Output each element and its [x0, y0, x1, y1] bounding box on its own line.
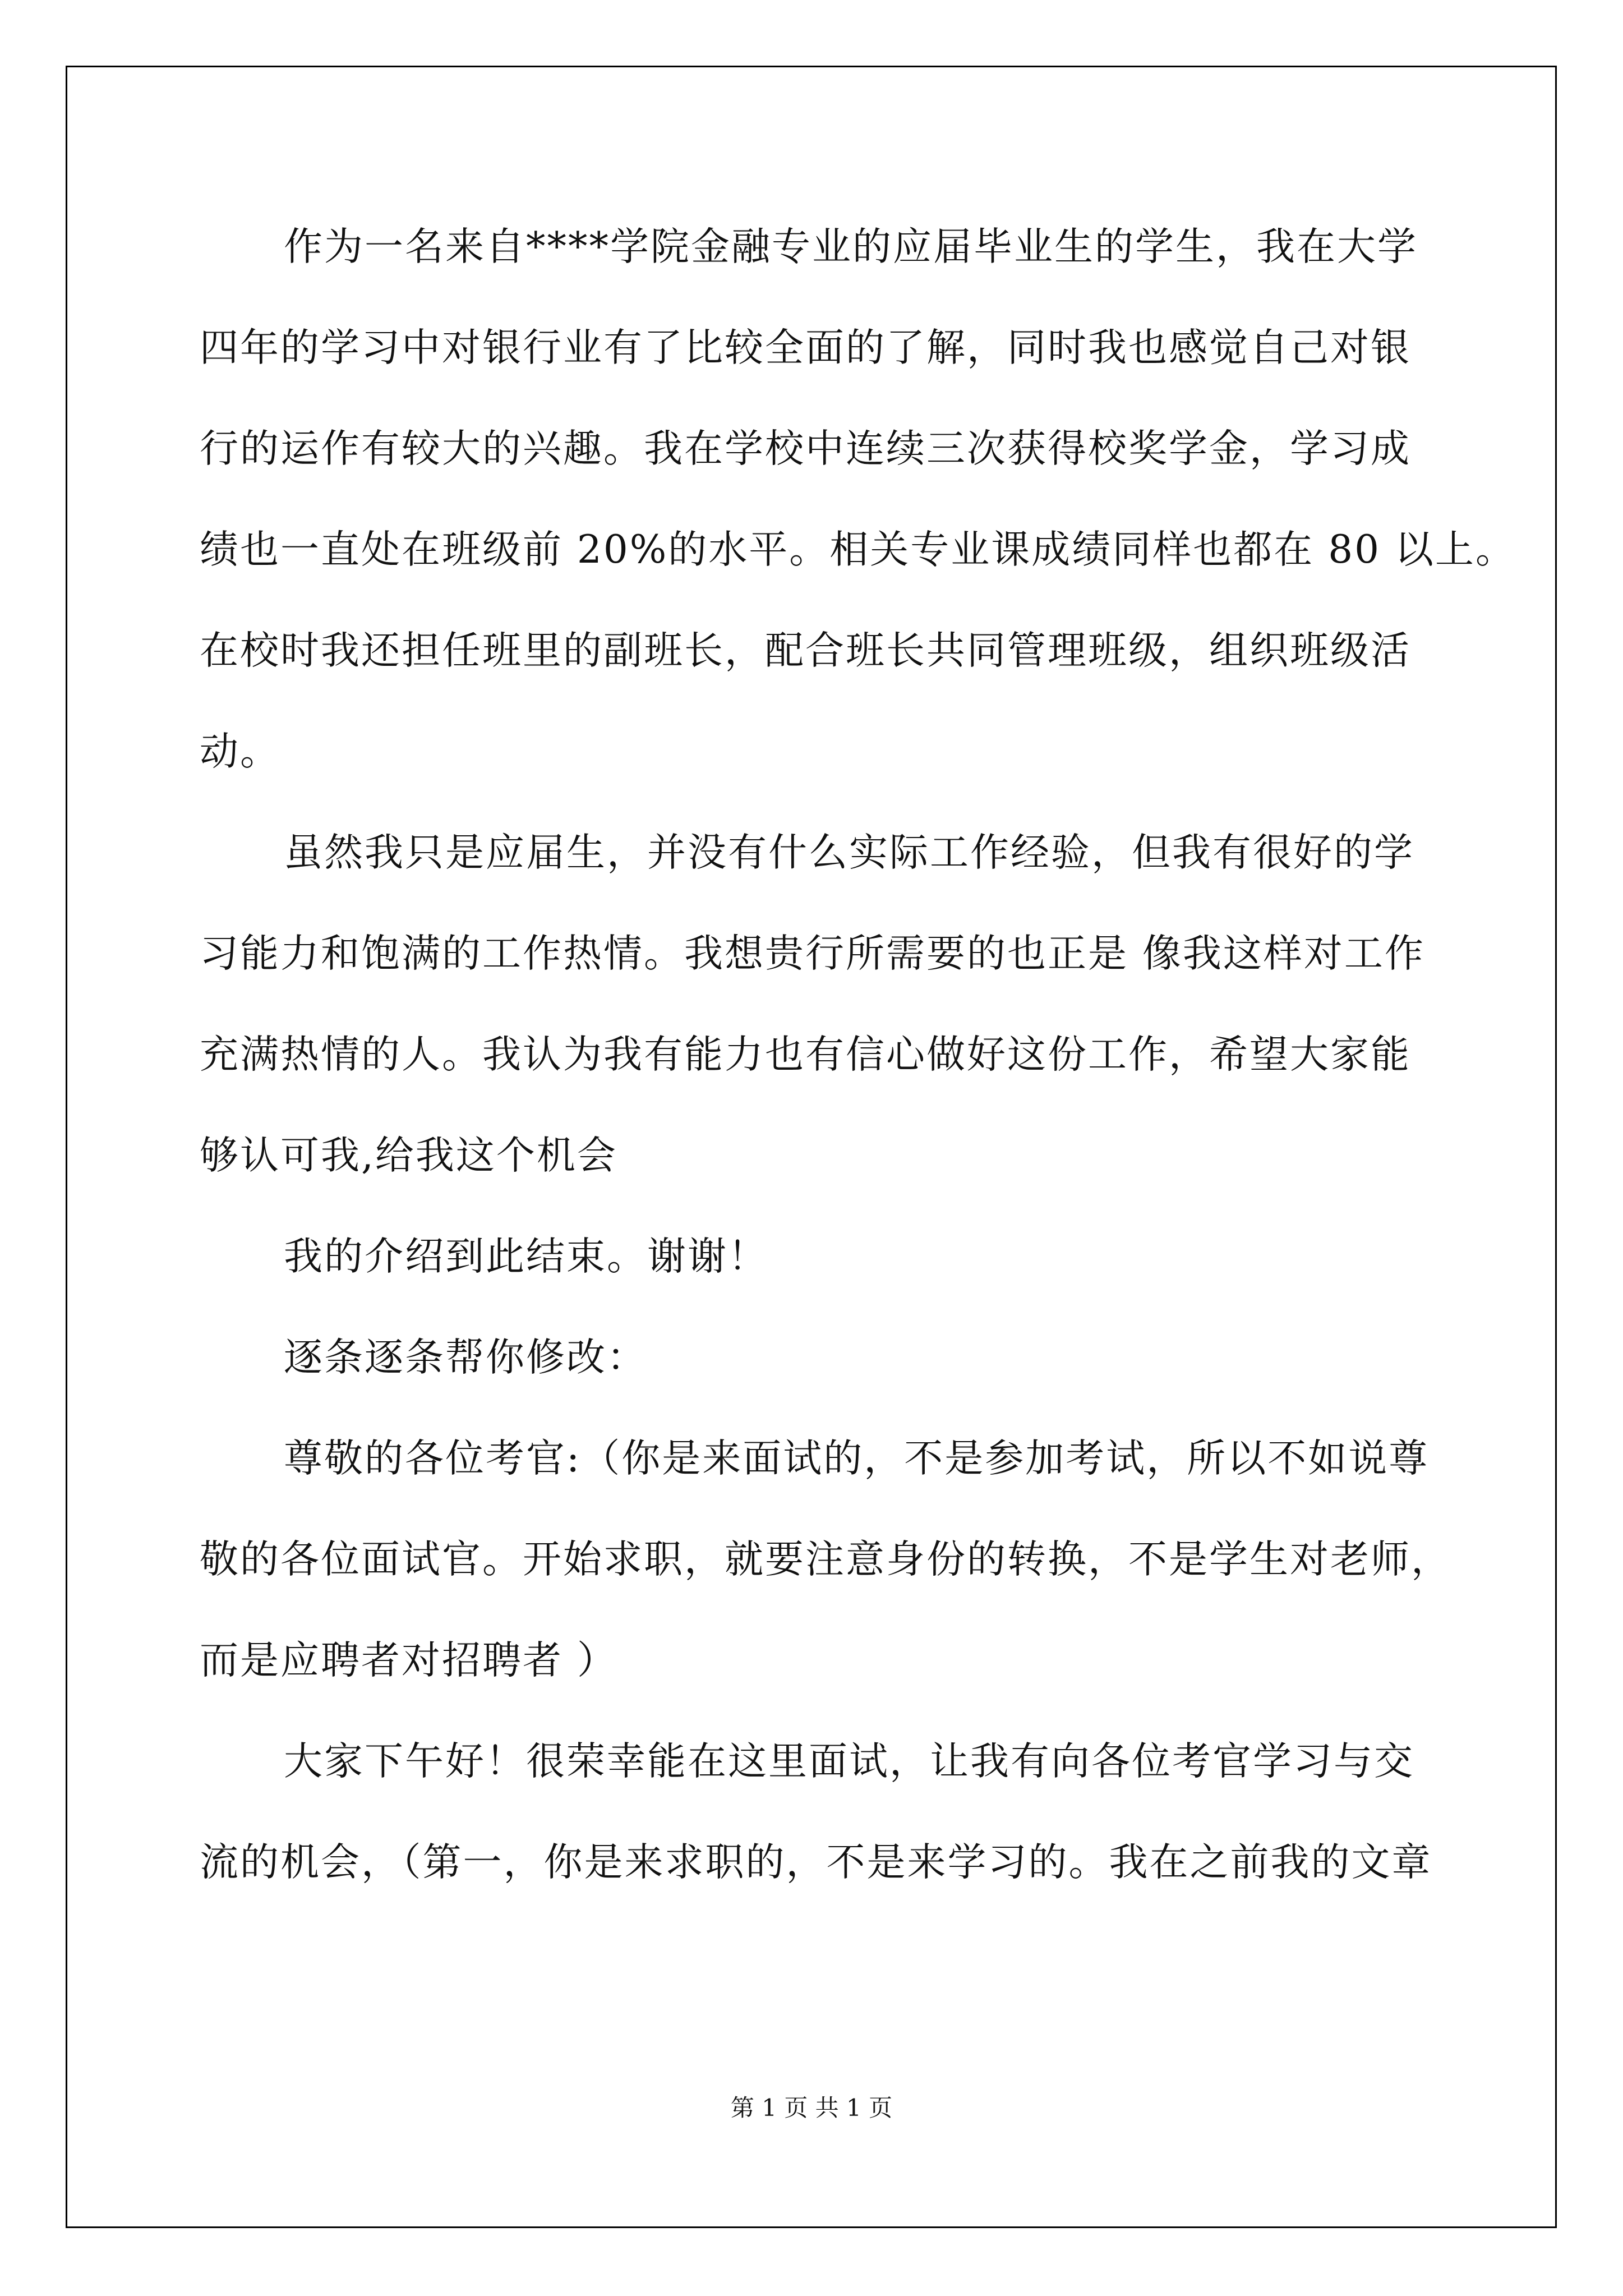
paragraph-1-line-5: 在校时我还担任班里的副班长，配合班长共同管理班级，组织班级活	[200, 628, 1411, 673]
paragraph-2-line-4: 够认可我,给我这个机会	[200, 1133, 617, 1178]
paragraph-3-line-1: 我的介绍到此结束。谢谢！	[284, 1234, 768, 1279]
paragraph-2-line-2: 习能力和饱满的工作热情。我想贵行所需要的也正是 像我这样对工作	[200, 931, 1425, 976]
paragraph-1-line-2: 四年的学习中对银行业有了比较全面的了解，同时我也感觉自己对银	[200, 325, 1411, 370]
paragraph-5-line-1: 尊敬的各位考官:（你是来面试的，不是参加考试，所以不如说尊	[284, 1436, 1430, 1481]
paragraph-1-line-1: 作为一名来自****学院金融专业的应届毕业生的学生，我在大学	[284, 224, 1418, 269]
paragraph-1-line-3: 行的运作有较大的兴趣。我在学校中连续三次获得校奖学金，学习成	[200, 426, 1411, 471]
paragraph-5-line-2: 敬的各位面试官。开始求职，就要注意身份的转换，不是学生对老师，	[200, 1537, 1451, 1582]
paragraph-6-line-2: 流的机会，（第一，你是来求职的，不是来学习的。我在之前我的文章	[200, 1840, 1432, 1885]
paragraph-1-line-6: 动。	[200, 729, 280, 774]
page-number-footer: 第 1 页 共 1 页	[730, 2094, 893, 2122]
paragraph-2-line-3: 充满热情的人。我认为我有能力也有信心做好这份工作，希望大家能	[200, 1032, 1411, 1077]
paragraph-5-line-3: 而是应聘者对招聘者 ）	[200, 1638, 617, 1683]
paragraph-4-line-1: 逐条逐条帮你修改：	[284, 1335, 647, 1380]
paragraph-6-line-1: 大家下午好！很荣幸能在这里面试，让我有向各位考官学习与交	[284, 1739, 1414, 1784]
paragraph-2-line-1: 虽然我只是应届生，并没有什么实际工作经验，但我有很好的学	[284, 830, 1414, 875]
paragraph-1-line-4: 绩也一直处在班级前 20%的水平。相关专业课成绩同样也都在 80 以上。	[200, 527, 1516, 572]
